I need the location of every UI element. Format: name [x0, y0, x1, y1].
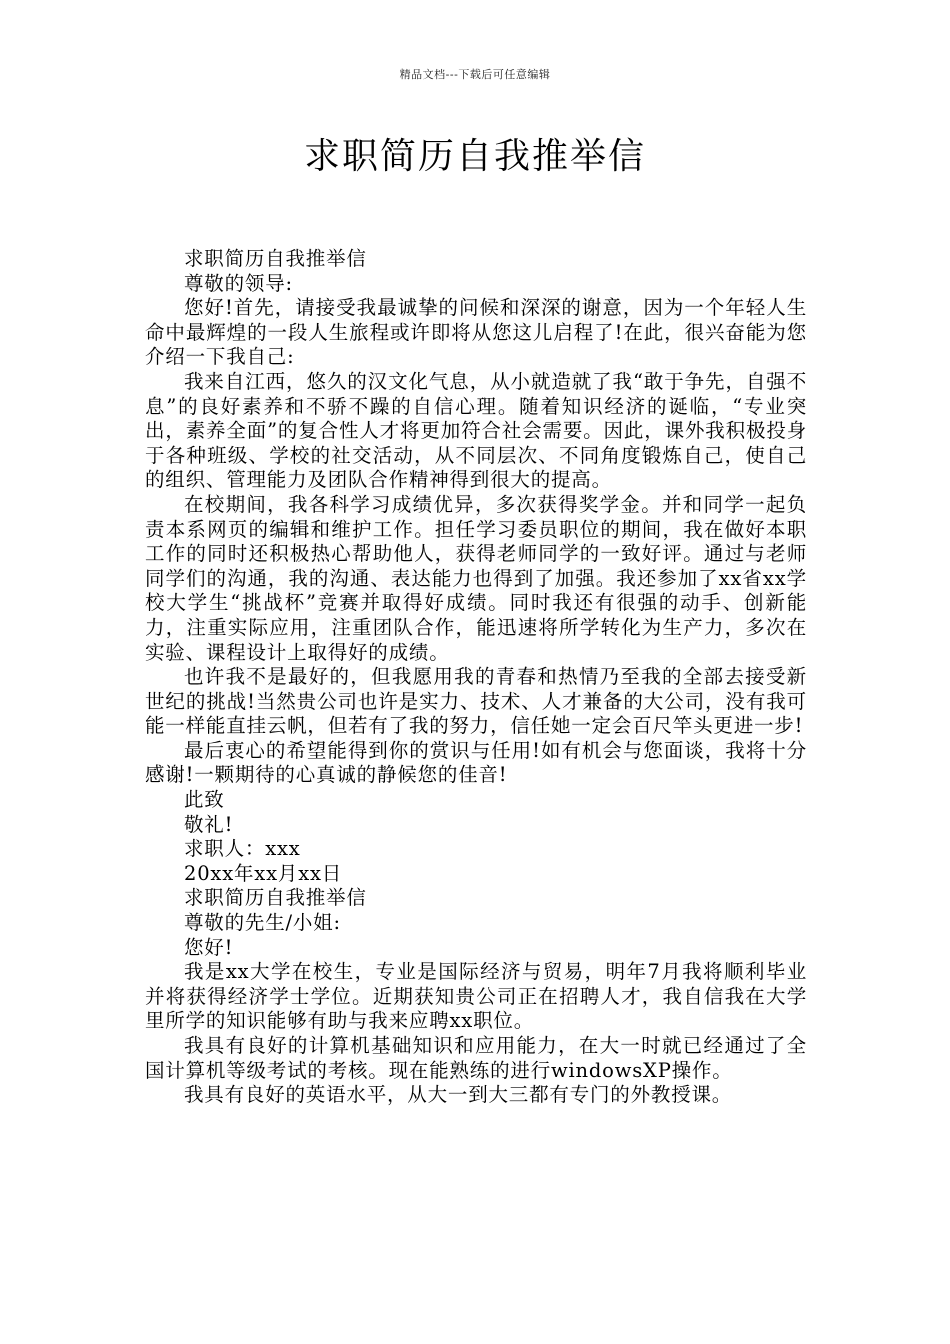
paragraph: 最后衷心的希望能得到你的赏识与任用!如有机会与您面谈，我将十分感谢!一颗期待的心真诚的静候您的佳音! [145, 738, 807, 787]
paragraph: 您好!首先，请接受我最诚挚的问候和深深的谢意，因为一个年轻人生命中最辉煌的一段人生旅程或许即将从您这儿启程了!在此，很兴奋能为您介绍一下我自己: [145, 296, 807, 369]
paragraph: 我具有良好的计算机基础知识和应用能力，在大一时就已经通过了全国计算机等级考试的考核。现在能熟练的进行windowsXP操作。 [145, 1034, 807, 1082]
paragraph: 20xx年xx月xx日 [184, 861, 343, 885]
paragraph: 我来自江西，悠久的汉文化气息，从小就造就了我“敢于争先，自强不息”的良好素养和不骄不躁的自信心理。随着知识经济的诞临，“专业突出，素养全面”的复合性人才将更加符合社会需要。因此，课外我积极投身于各种班级、学校的社交活动，从不同层次、不同角度锻炼自己，使自己的组织、管理能力及团队合作精神得到很大的提高。 [145, 369, 807, 492]
paragraph: 也许我不是最好的，但我愿用我的青春和热情乃至我的全部去接受新世纪的挑战!当然贵公司也许是实力、技术、人才兼备的大公司，没有我可能一样能直挂云帆，但若有了我的努力，信任她一定会百尺竿头更进一步! [145, 665, 807, 738]
paragraph: 尊敬的先生/小姐: [184, 911, 341, 935]
paragraph: 我具有良好的英语水平，从大一到大三都有专门的外教授课。 [184, 1083, 733, 1107]
letter-body [145, 247, 807, 1108]
paragraph: 求职简历自我推举信 [184, 247, 367, 270]
paragraph: 敬礼! [184, 812, 234, 836]
document-title: 求职简历自我推举信 [303, 136, 646, 177]
paragraph: 尊敬的领导: [184, 271, 293, 295]
paragraph: 求职简历自我推举信 [184, 886, 367, 910]
paragraph: 求职人：xxx [184, 837, 301, 861]
header-note: 精品文档---下载后可任意编辑 [399, 68, 551, 81]
paragraph: 我是xx大学在校生，专业是国际经济与贸易，明年7月我将顺利毕业并将获得经济学士学位。近期获知贵公司正在招聘人才，我自信我在大学里所学的知识能够有助与我来应聘xx职位。 [145, 960, 807, 1033]
paragraph: 您好! [184, 935, 234, 959]
paragraph: 在校期间，我各科学习成绩优异，多次获得奖学金。并和同学一起负责本系网页的编辑和维护工作。担任学习委员职位的期间，我在做好本职工作的同时还积极热心帮助他人，获得老师同学的一致好评。通过与老师同学们的沟通，我的沟通、表达能力也得到了加强。我还参加了xx省xx学校大学生“挑战杯”竞赛并取得好成绩。同时我还有很强的动手、创新能力，注重实际应用，注重团队合作，能迅速将所学转化为生产力，多次在实验、课程设计上取得好的成绩。 [145, 492, 807, 664]
paragraph: 此致 [184, 788, 225, 812]
